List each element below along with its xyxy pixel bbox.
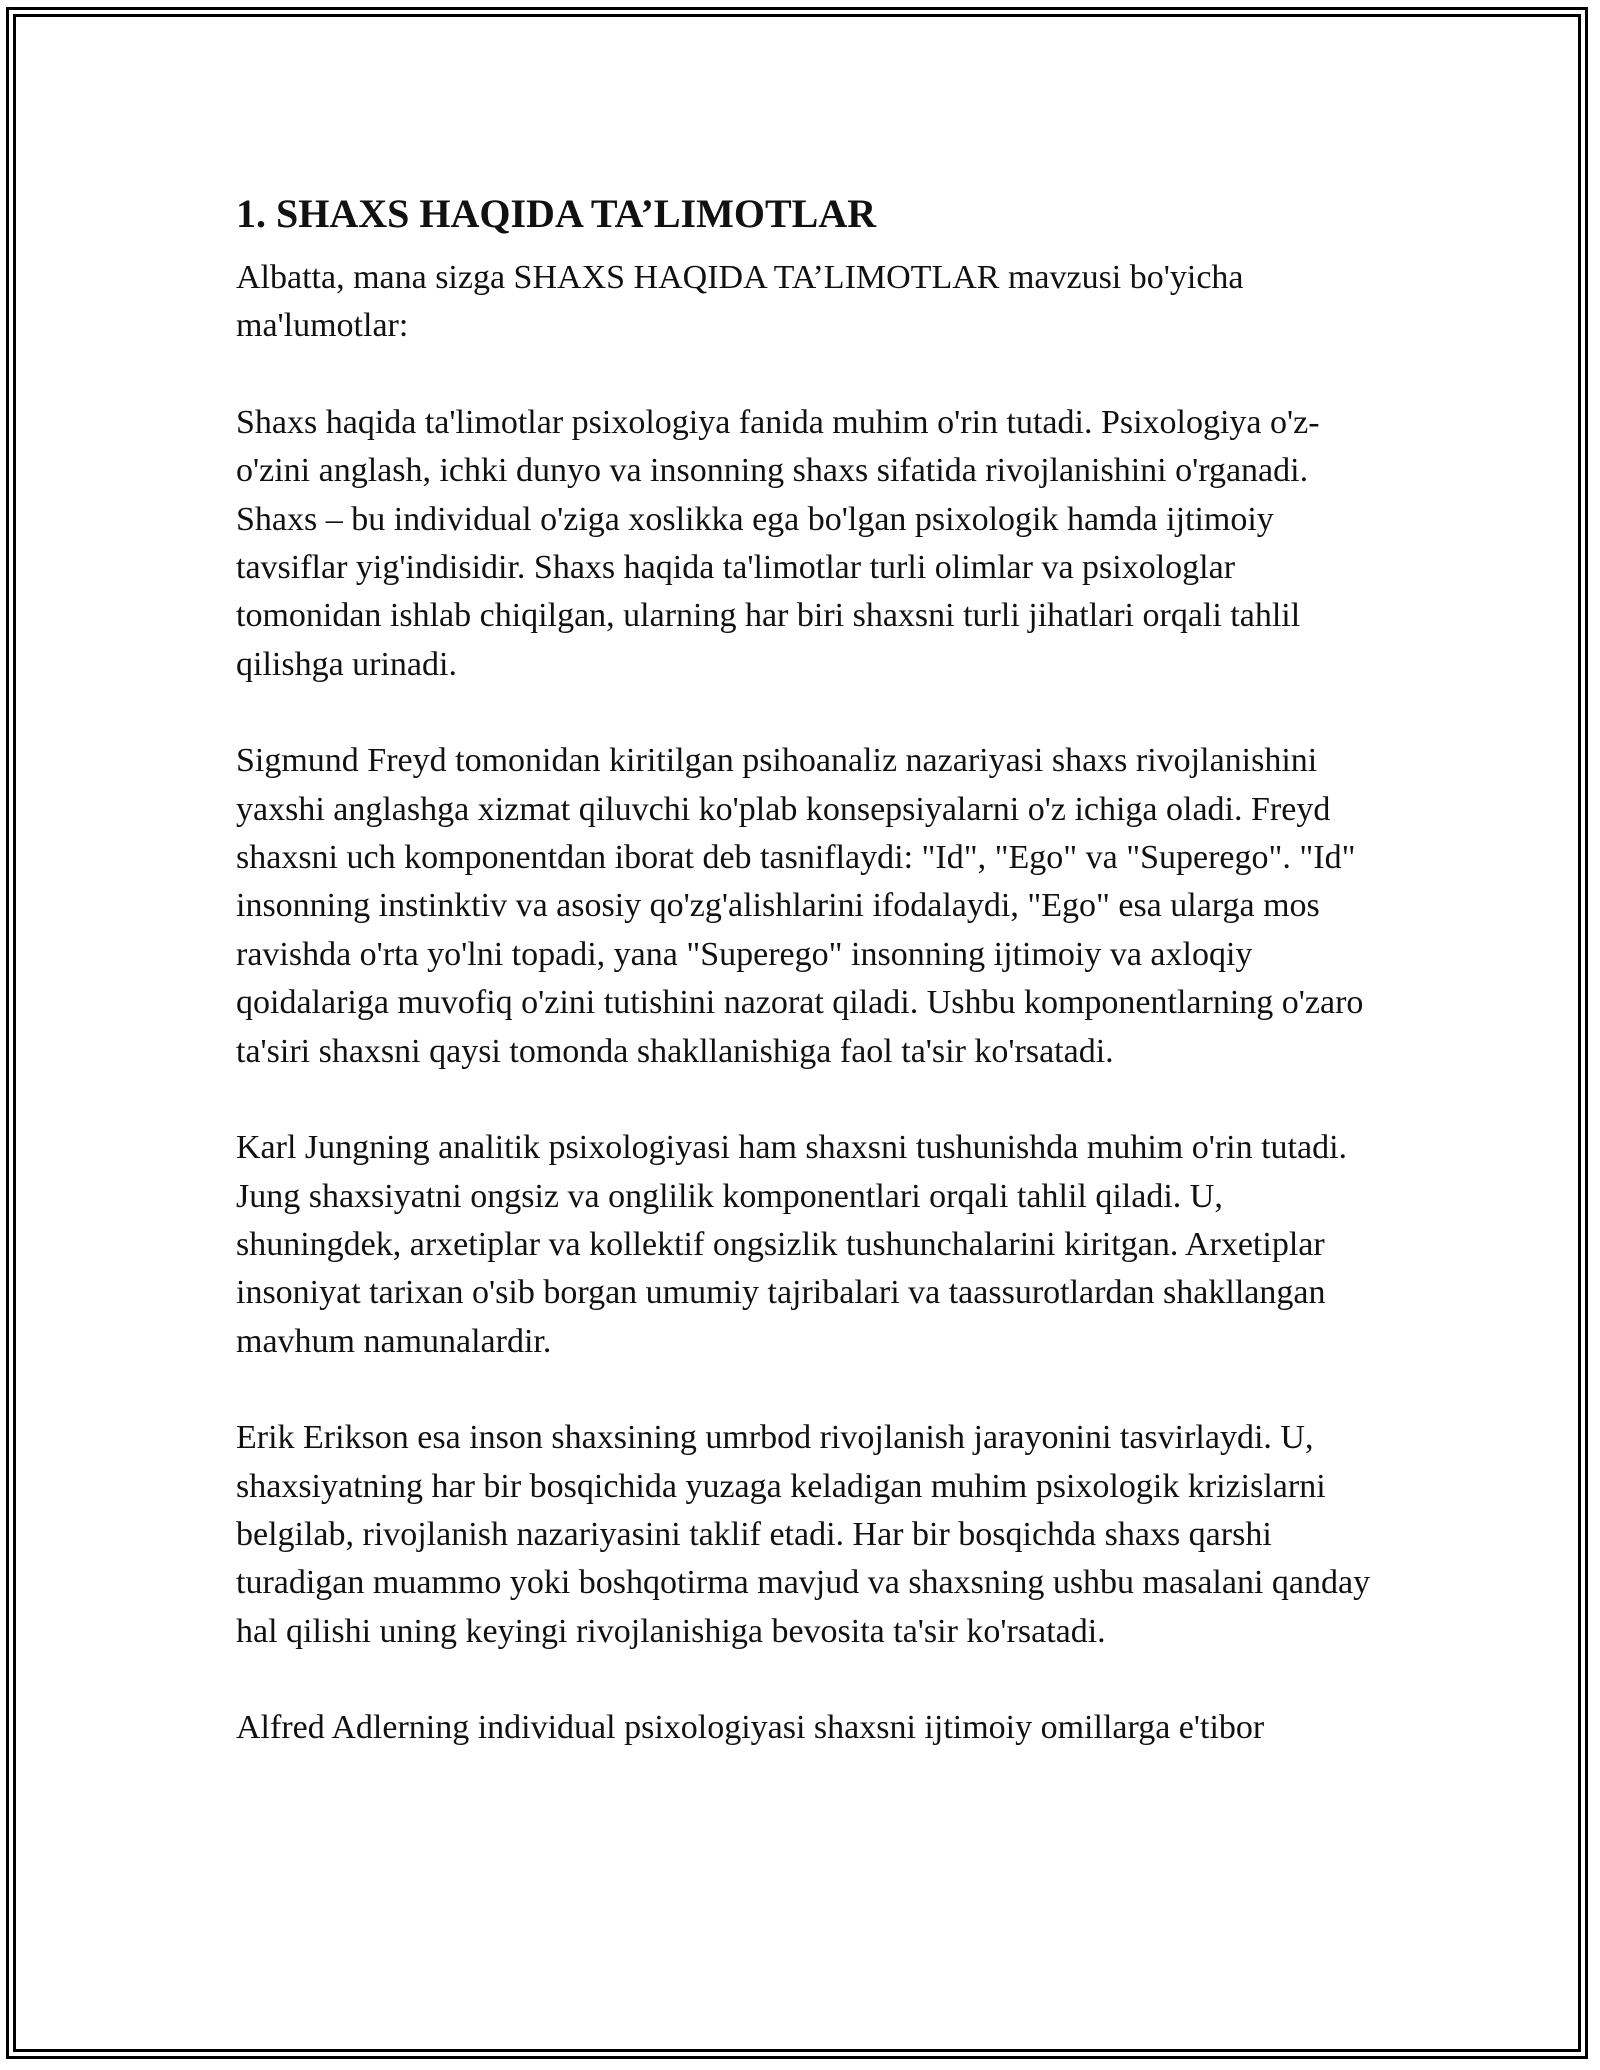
intro-paragraph: Albatta, mana sizga SHAXS HAQIDA TA’LIMOTLAR mavzusi bo'yicha ma'lumotlar: [236,259,1244,345]
paragraph-jung: Karl Jungning analitik psixologiyasi ham shaxsni tushunishda muhim o'rin tutadi. Jung shaxsiyatni ongsiz va onglilik komponentlari orqali tahlil qiladi. U, shuningdek, arxetiplar va kollektif ongsizlik tushunchalarini kiritgan. Arxetiplar insoniyat tarixan o'sib borgan umumiy tajribalari va taassurotlardan shakllangan mavhum namunalardir. [236,1129,1348,1360]
paragraph-freud: Sigmund Freyd tomonidan kiritilgan psihoanaliz nazariyasi shaxs rivojlanishini yaxshi anglashga xizmat qiluvchi ko'plab konsepsiyalarni o'z ichiga oladi. Freyd shaxsni uch komponentdan iborat deb tasniflaydi: "Id", "Ego" va "Superego". "Id" insonning instinktiv va asosiy qo'zg'alishlarini ifodalaydi, "Ego" esa ularga mos ravishda o'rta yo'lni topadi, yana "Superego" insonning ijtimoiy va axloqiy qoidalariga muvofiq o'zini tutishini nazorat qiladi. Ushbu komponentlarning o'zaro ta'siri shaxsni qaysi tomonda shakllanishiga faol ta'sir ko'rsatadi. [236,742,1364,1070]
paragraph-adler: Alfred Adlerning individual psixologiyasi shaxsni ijtimoiy omillarga e'tibor [236,1709,1265,1747]
paragraph-personality-theories: Shaxs haqida ta'limotlar psixologiya fanida muhim o'rin tutadi. Psixologiya o'z-o'zini anglash, ichki dunyo va insonning shaxs sifatida rivojlanishini o'rganadi. Shaxs – bu individual o'ziga xoslikka ega bo'lgan psixologik hamda ijtimoiy tavsiflar yig'indisidir. Shaxs haqida ta'limotlar turli olimlar va psixologlar tomonidan ishlab chiqilgan, ularning har biri shaxsni turli jihatlari orqali tahlil qilishga urinadi. [236,403,1320,683]
page-title: 1. SHAXS HAQIDA TA’LIMOTLAR [236,191,877,236]
document-body [236,186,1376,1753]
paragraph-erikson: Erik Erikson esa inson shaxsining umrbod rivojlanish jarayonini tasvirlaydi. U, shaxsiyatning har bir bosqichida yuzaga keladigan muhim psixologik krizislarni belgilab, rivojlanish nazariyasini taklif etadi. Har bir bosqichda shaxs qarshi turadigan muammo yoki boshqotirma mavjud va shaxsning ushbu masalani qanday hal qilishi uning keyingi rivojlanishiga bevosita ta'sir ko'rsatadi. [236,1419,1371,1650]
